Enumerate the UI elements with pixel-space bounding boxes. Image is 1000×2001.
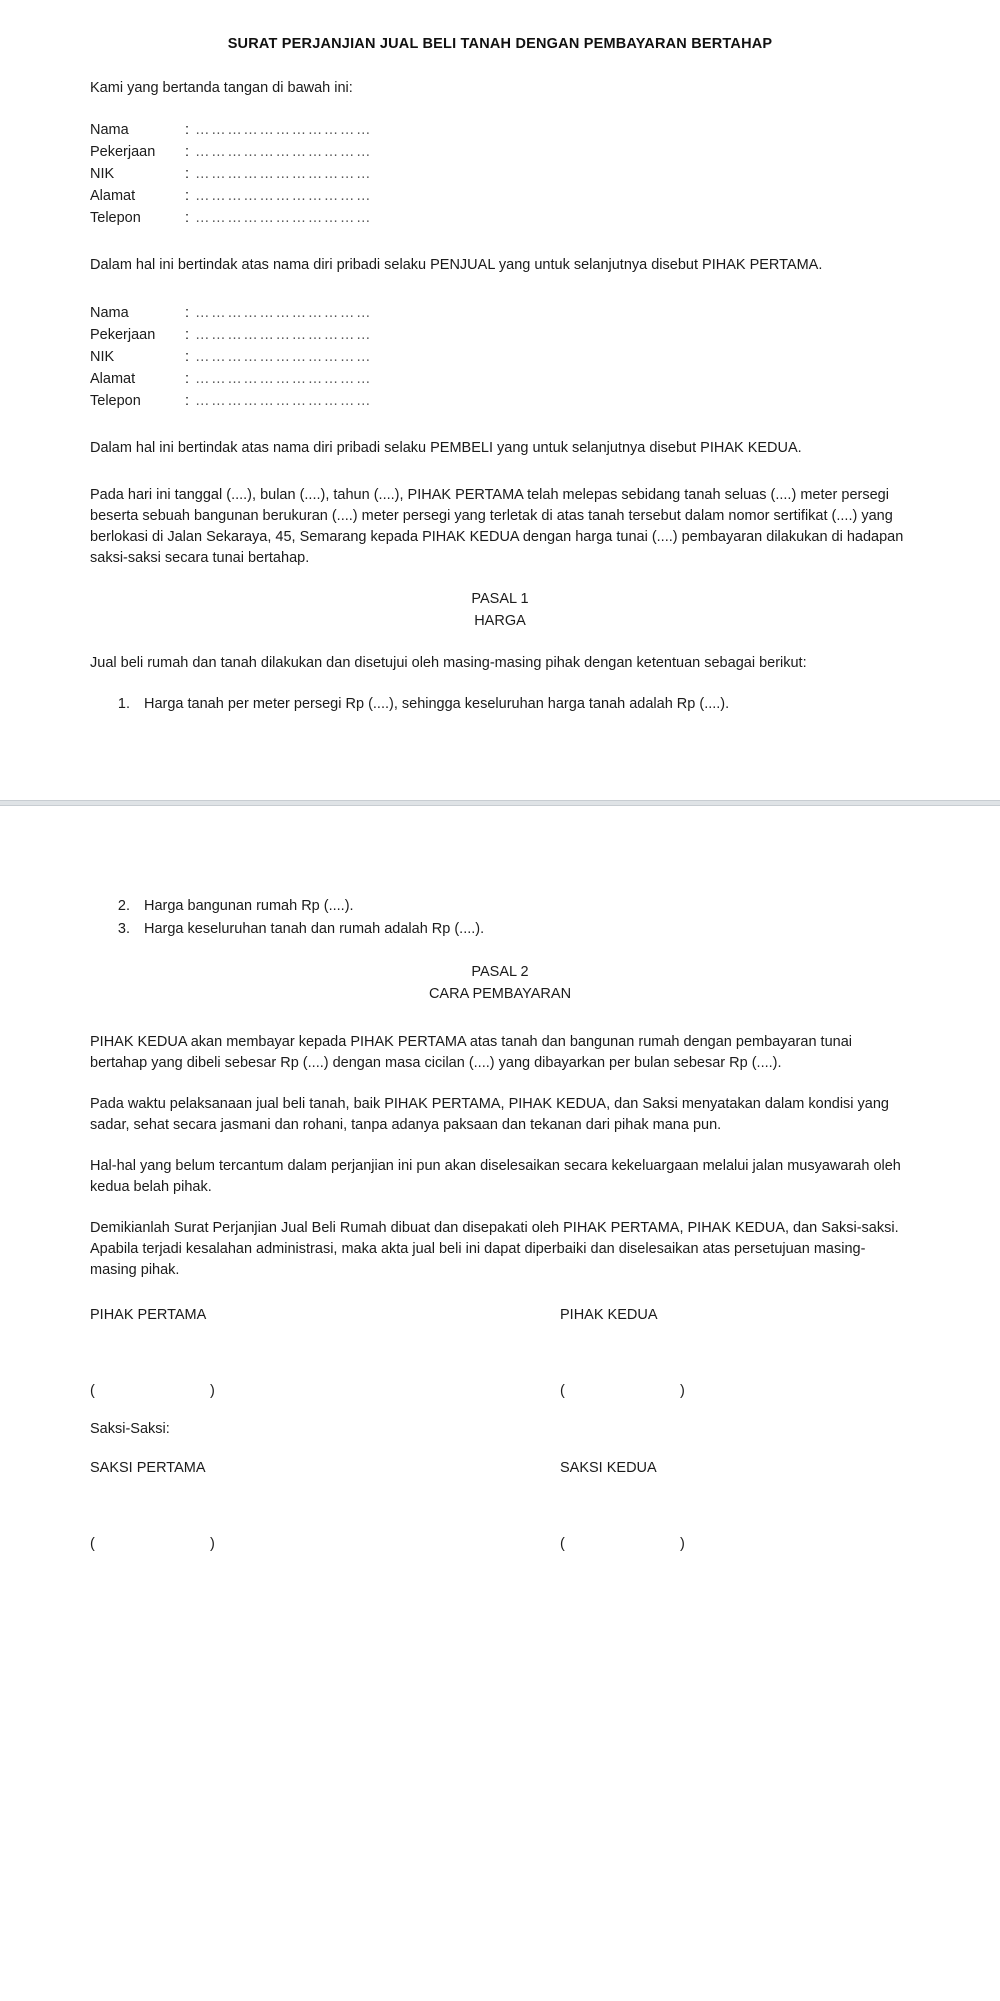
paren-close: ) — [210, 1382, 215, 1399]
field-row — [90, 119, 910, 141]
signature-line-pihak-kedua — [560, 1383, 910, 1399]
field-label: Nama — [90, 305, 129, 322]
field-label: Alamat — [90, 371, 136, 388]
paren-open: ( — [90, 1382, 95, 1399]
field-colon: : — [185, 210, 190, 227]
list-item: 3. Harga keseluruhan tanah dan rumah adalah Rp (....). — [134, 919, 910, 940]
field-blank-line: …………………………… — [195, 144, 373, 161]
signature-line-pihak-pertama — [90, 1383, 560, 1399]
field-colon: : — [185, 188, 190, 205]
field-row — [90, 324, 910, 346]
recital-paragraph: Pada hari ini tanggal (....), bulan (....), tahun (....), PIHAK PERTAMA telah melepas sebidang tanah seluas (....) meter persegi beserta sebuah bangunan berukuran (....) meter persegi yang terletak di atas tanah tersebut dalam nomor sertifikat (....) yang berlokasi di Jalan Sekaraya, 45, Semarang kepada PIHAK KEDUA dengan harga tunai (....) pembayaran dilakukan di hadapan saksi-saksi secara tunai bertahap. — [90, 487, 904, 567]
field-label: Telepon — [90, 393, 141, 410]
field-label: Telepon — [90, 210, 141, 227]
pasal-1-lead: Jual beli rumah dan tanah dilakukan dan disetujui oleh masing-masing pihak dengan ketentuan sebagai berikut: — [90, 654, 807, 671]
field-colon: : — [185, 122, 190, 139]
paren-open: ( — [560, 1382, 565, 1399]
pasal-2-paragraph-1: PIHAK KEDUA akan membayar kepada PIHAK PERTAMA atas tanah dan bangunan rumah dengan pembayaran tunai bertahap yang dibeli sebesar Rp (....) dengan masa cicilan (....) yang dibayarkan per bulan sebesar Rp (....). — [90, 1033, 852, 1071]
field-blank-line: …………………………… — [195, 305, 373, 322]
signature-label-pihak-pertama: PIHAK PERTAMA — [90, 1306, 207, 1323]
field-blank-line: …………………………… — [195, 371, 373, 388]
field-blank-line: …………………………… — [195, 166, 373, 183]
field-colon: : — [185, 166, 190, 183]
paren-close: ) — [680, 1535, 685, 1552]
field-blank-line: …………………………… — [195, 393, 373, 410]
party-one-field-list — [90, 119, 910, 229]
field-row — [90, 368, 910, 390]
list-item: 1. Harga tanah per meter persegi Rp (....), sehingga keseluruhan harga tanah adalah Rp (....). — [134, 694, 910, 715]
field-colon: : — [185, 393, 190, 410]
field-colon: : — [185, 305, 190, 322]
signature-line-saksi-pertama — [90, 1536, 560, 1552]
field-row — [90, 302, 910, 324]
intro-paragraph: Kami yang bertanda tangan di bawah ini: — [90, 80, 353, 96]
field-label: Nama — [90, 122, 129, 139]
pasal-2-paragraph-3: Hal-hal yang belum tercantum dalam perjanjian ini pun akan diselesaikan secara kekeluargaan melalui jalan musyawarah oleh kedua belah pihak. — [90, 1157, 901, 1195]
pasal-1-heading: HARGA — [474, 613, 526, 630]
signature-labels-row-parties — [90, 1307, 910, 1323]
party-one-statement: Dalam hal ini bertindak atas nama diri pribadi selaku PENJUAL yang untuk selanjutnya disebut PIHAK PERTAMA. — [90, 257, 823, 274]
field-label: Alamat — [90, 188, 136, 205]
field-label: Pekerjaan — [90, 327, 156, 344]
signature-labels-row-witnesses — [90, 1460, 910, 1476]
field-row — [90, 207, 910, 229]
signature-label-pihak-kedua: PIHAK KEDUA — [560, 1306, 658, 1323]
pasal-1-number: PASAL 1 — [471, 591, 529, 608]
page-title: SURAT PERJANJIAN JUAL BELI TANAH DENGAN PEMBAYARAN BERTAHAP — [227, 36, 773, 52]
field-row — [90, 141, 910, 163]
field-colon: : — [185, 349, 190, 366]
paren-close: ) — [210, 1535, 215, 1552]
signature-paren-row-parties — [90, 1383, 910, 1399]
field-blank-line: …………………………… — [195, 210, 373, 227]
field-colon: : — [185, 327, 190, 344]
signature-paren-row-witnesses — [90, 1536, 910, 1552]
field-row — [90, 163, 910, 185]
field-row — [90, 346, 910, 368]
field-label: NIK — [90, 166, 115, 183]
pasal-1-item-list — [90, 694, 910, 715]
pasal-2-number: PASAL 2 — [471, 964, 529, 981]
field-blank-line: …………………………… — [195, 122, 373, 139]
field-row — [90, 185, 910, 207]
document-page-2 — [0, 806, 1000, 2001]
field-label: Pekerjaan — [90, 144, 156, 161]
field-colon: : — [185, 371, 190, 388]
field-colon: : — [185, 144, 190, 161]
list-item: 2. Harga bangunan rumah Rp (....). — [134, 896, 910, 917]
field-row — [90, 390, 910, 412]
paren-close: ) — [680, 1382, 685, 1399]
paren-open: ( — [90, 1535, 95, 1552]
signature-label-saksi-kedua: SAKSI KEDUA — [560, 1459, 657, 1476]
field-blank-line: …………………………… — [195, 188, 373, 205]
pasal-1-item-list-continued — [90, 896, 910, 940]
party-two-field-list — [90, 302, 910, 412]
field-label: NIK — [90, 349, 115, 366]
signature-line-saksi-kedua — [560, 1536, 910, 1552]
party-two-statement: Dalam hal ini bertindak atas nama diri pribadi selaku PEMBELI yang untuk selanjutnya disebut PIHAK KEDUA. — [90, 440, 802, 457]
field-blank-line: …………………………… — [195, 327, 373, 344]
pasal-2-paragraph-4: Demikianlah Surat Perjanjian Jual Beli Rumah dibuat dan disepakati oleh PIHAK PERTAMA, PIHAK KEDUA, dan Saksi-saksi. Apabila terjadi kesalahan administrasi, maka akta jual beli ini dapat diperbaiki dan diselesaikan atas persetujuan masing-masing pihak. — [90, 1219, 899, 1278]
field-blank-line: …………………………… — [195, 349, 373, 366]
pasal-2-paragraph-2: Pada waktu pelaksanaan jual beli tanah, baik PIHAK PERTAMA, PIHAK KEDUA, dan Saksi menyatakan dalam kondisi yang sadar, sehat secara jasmani dan rohani, tanpa adanya paksaan dan tekanan dari pihak mana pun. — [90, 1095, 890, 1133]
witness-intro: Saksi-Saksi: — [90, 1420, 170, 1437]
document-page-1 — [0, 0, 1000, 800]
signature-label-saksi-pertama: SAKSI PERTAMA — [90, 1459, 206, 1476]
paren-open: ( — [560, 1535, 565, 1552]
pasal-2-heading: CARA PEMBAYARAN — [428, 985, 572, 1002]
